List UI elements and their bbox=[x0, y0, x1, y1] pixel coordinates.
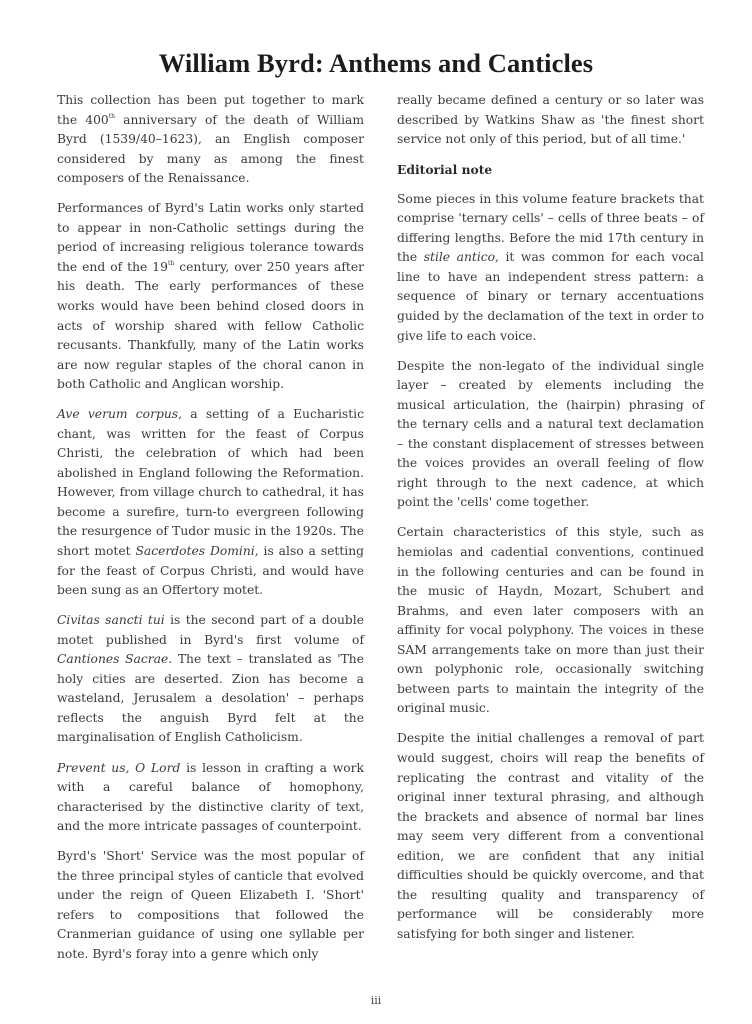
prevent-us-paragraph bbox=[57, 759, 364, 837]
editorial-note-heading: Editorial note bbox=[397, 162, 493, 178]
page-number: iii bbox=[370, 994, 382, 1007]
brackets-paragraph bbox=[397, 190, 704, 346]
text-run: . The text – translated as 'The holy cities are deserted. Zion has become a wasteland, Jerusalem a desolation' – perhaps reflects the anguish Byrd felt at the marginalisation of English Catholicism. bbox=[57, 652, 364, 745]
text-run: Some pieces in this volume feature brackets that comprise 'ternary cells' – cells of three beats – of differing lengths. Before the mid 17th century in the bbox=[397, 191, 704, 265]
short-service-paragraph bbox=[57, 847, 364, 964]
page-title: William Byrd: Anthems and Canticles bbox=[158, 47, 594, 78]
work-title: Civitas sancti tui bbox=[57, 613, 165, 628]
text-run: Byrd's 'Short' Service was the most popular of the three principal styles of canticle that evolved under the reign of Queen Elizabeth I. 'Short' refers to compositions that followed the Cranmerian guidance of using one syllable per note. Byrd's foray into a genre which only bbox=[57, 849, 364, 961]
text-run: is the second part of a double motet published in Byrd's first volume of bbox=[57, 613, 364, 647]
text-run: , a setting of a Eucharistic chant, was written for the feast of Corpus Christi, the celebration of which had been abolished in England following the Reformation. However, from village church to cathedral, it has become a surefire, turn-to evergreen following the resurgence of Tudor music in the 1920s. The short motet bbox=[57, 407, 364, 559]
challenges-paragraph: Despite the initial challenges a removal of part would suggest, choirs will reap the benefits of replicating the contrast and vitality of the original inner textural phrasing, and although the brackets and absence of normal bar lines may seem very different from a conventional edition, we are confident that any initial difficulties should be quickly overcome, and that the resulting quality and transparency of performance will be considerably more satisfying for both singer and listener. bbox=[397, 731, 704, 941]
text-run: Performances of Byrd's Latin works only started to appear in non-Catholic settings during the period of increasing religious tolerance towards the end of the 19 bbox=[57, 201, 364, 274]
intro-paragraph bbox=[57, 91, 364, 189]
text-run: , is also a setting for the feast of Corpus Christi, and would have been sung as an Offertory motet. bbox=[57, 544, 364, 598]
non-legato-paragraph: Despite the non-legato of the individual single layer – created by elements including the musical articulation, the (hairpin) phrasing of the ternary cells and a natural text declamation – the constant displacement of stresses between the voices provides an overall feeling of flow right through to the next cadence, at which point the 'cells' come together. bbox=[397, 358, 704, 510]
text-run: is lesson in crafting a work with a careful balance of homophony, characterised by the distinctive clarity of text, and the more intricate passages of counterpoint. bbox=[57, 760, 365, 834]
characteristics-paragraph: Certain characteristics of this style, such as hemiolas and cadential conventions, continued in the following centuries and can be found in the music of Haydn, Mozart, Schubert and Brahms, and even later composers with an affinity for vocal polyphony. The voices in these SAM arrangements take on more than just their own polyphonic role, occasionally switching between parts to maintain the integrity of the original music. bbox=[397, 525, 704, 716]
italic-term: stile antico bbox=[423, 250, 496, 265]
ave-verum-paragraph bbox=[57, 405, 364, 600]
work-title: Cantiones Sacrae bbox=[57, 652, 169, 667]
left-column bbox=[57, 91, 364, 975]
right-column bbox=[397, 91, 704, 955]
work-title: Prevent us, O Lord bbox=[57, 760, 181, 775]
short-service-continued-paragraph: really became defined a century or so later was described by Watkins Shaw as 'the finest short service not only of this period, but of all time.' bbox=[397, 93, 704, 147]
work-title: Ave verum corpus bbox=[57, 407, 179, 422]
work-title: Sacerdotes Domini bbox=[135, 544, 255, 559]
text-run: century, over 250 years after his death. The early performances of these works would have been behind closed doors in acts of worship shared with fellow Catholic recusants. Thankfully, many of the Latin works are now regular staples of the choral canon in both Catholic and Anglican worship. bbox=[57, 259, 364, 392]
text-run: This collection has been put together to mark the 400 bbox=[57, 93, 364, 127]
superscript: th bbox=[167, 259, 175, 267]
superscript: th bbox=[108, 112, 116, 120]
text-run: anniversary of the death of William Byrd (1539/40–1623), an English composer considered by many as among the finest composers of the Renaissance. bbox=[57, 112, 364, 186]
text-run: , it was common for each vocal line to have an independent stress pattern: a sequence of binary or ternary accentuations guided by the declamation of the text in order to give life to each voice. bbox=[397, 250, 704, 343]
civitas-paragraph bbox=[57, 611, 364, 748]
performances-paragraph bbox=[57, 199, 364, 394]
